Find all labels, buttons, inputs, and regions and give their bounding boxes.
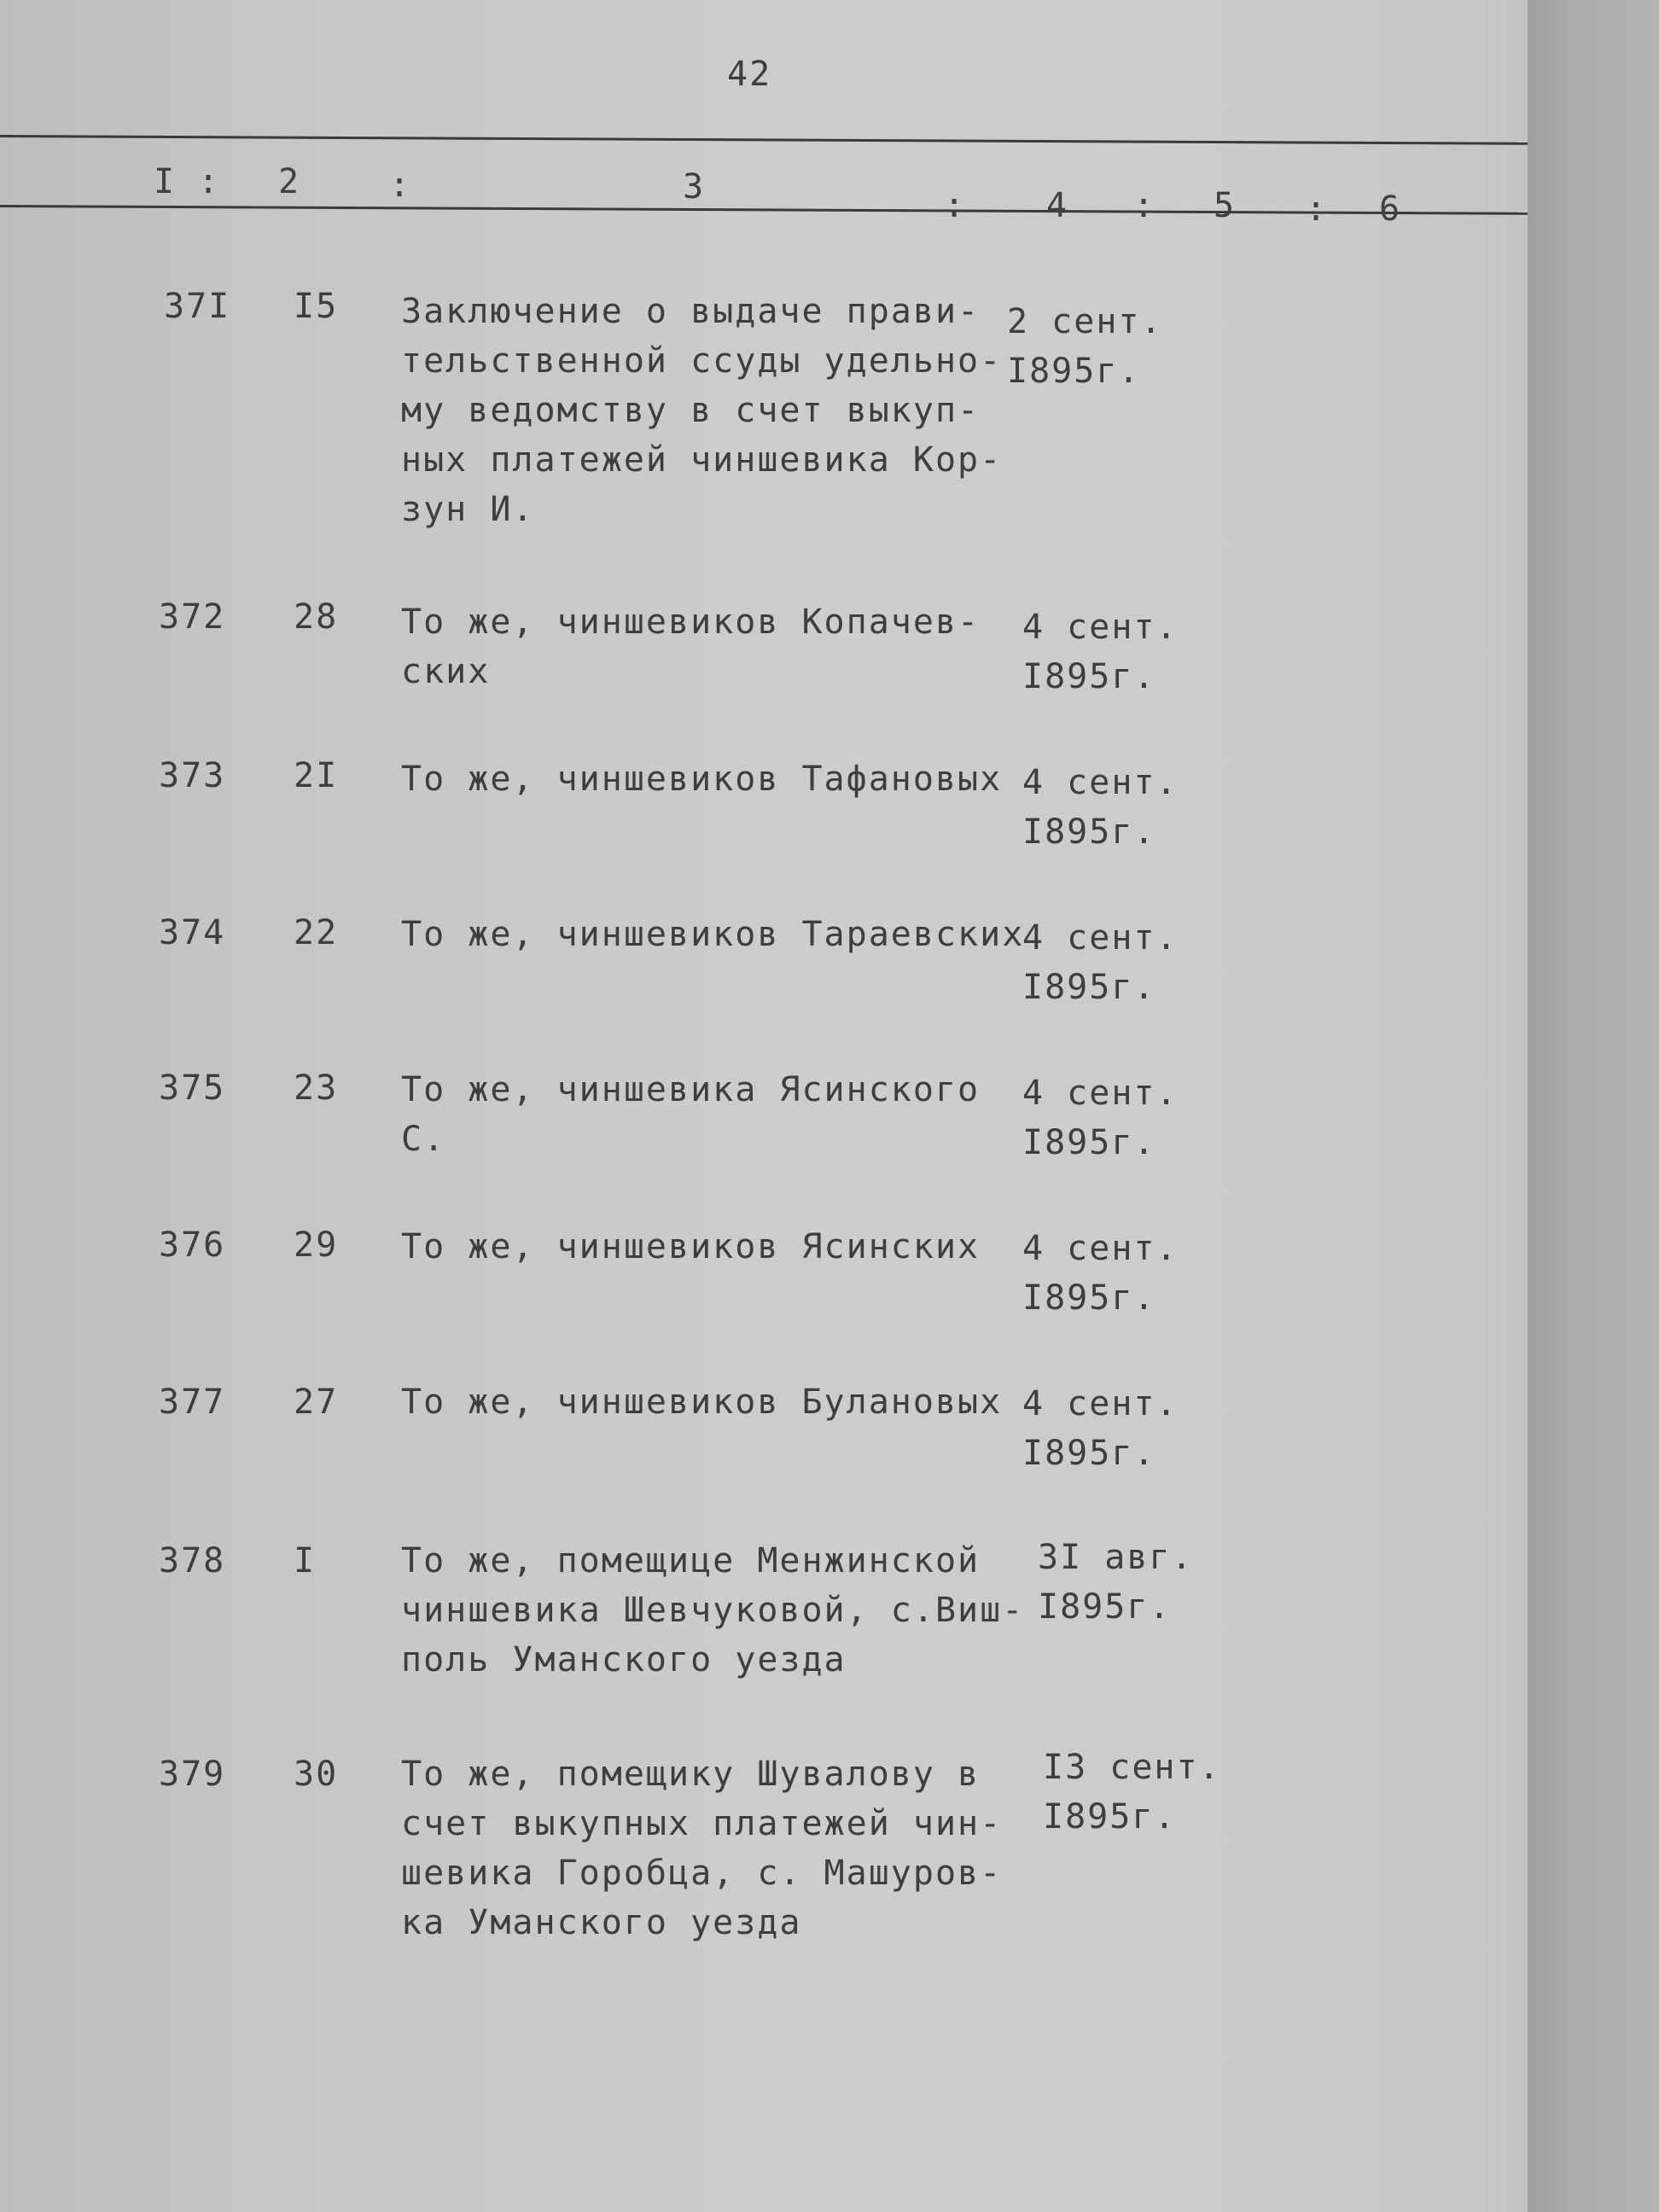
column-separator: : — [1306, 189, 1327, 229]
column-header-1: I — [154, 162, 175, 201]
record-number: 376 — [159, 1225, 226, 1265]
sheet-number: 28 — [294, 597, 339, 637]
record-description: То же, чиншевиков Булановых — [401, 1382, 1003, 1422]
record-number: 373 — [159, 756, 226, 795]
scan-edge-shadow — [1528, 0, 1659, 2212]
record-description: То же, чиншевиков Тафановых — [401, 760, 1003, 799]
column-separator: : — [1133, 186, 1155, 225]
record-number: 375 — [159, 1068, 226, 1108]
column-header-3: 3 — [683, 167, 704, 207]
record-description: То же, чиншевиков Ясинских — [401, 1227, 981, 1266]
column-header-4: 4 — [1046, 186, 1068, 225]
column-separator: : — [389, 166, 410, 205]
sheet-number: 27 — [294, 1382, 339, 1422]
column-header-2: 2 — [278, 162, 300, 201]
record-date: 2 сент. I895г. — [1007, 302, 1163, 391]
record-date: 4 сент. I895г. — [1022, 1074, 1179, 1162]
sheet-number: 23 — [294, 1068, 339, 1108]
sheet-number: I — [294, 1541, 317, 1580]
record-description: То же, помещику Шувалову в счет выкупных платежей чин- шевика Горобца, с. Машуров- ка Уманского уезда — [401, 1755, 1003, 1942]
sheet-number: 22 — [294, 913, 339, 952]
record-date: I3 сент. I895г. — [1043, 1748, 1221, 1837]
record-description: То же, помещице Менжинской чиншевика Шевчуковой, с.Виш- поль Уманского уезда — [401, 1541, 1025, 1679]
page-number: 42 — [727, 55, 772, 94]
column-header-5: 5 — [1214, 186, 1235, 225]
column-separator: : — [944, 186, 965, 225]
record-date: 3I авг. I895г. — [1038, 1538, 1194, 1627]
column-separator: : — [198, 162, 219, 201]
record-date: 4 сент. I895г. — [1022, 608, 1179, 696]
record-date: 4 сент. I895г. — [1022, 1229, 1179, 1318]
sheet-number: 30 — [294, 1755, 339, 1794]
record-description: То же, чиншевиков Тараевских — [401, 915, 1025, 954]
record-description: То же, чиншевика Ясинского С. — [401, 1070, 981, 1159]
record-date: 4 сент. I895г. — [1022, 918, 1179, 1007]
record-number: 378 — [159, 1541, 226, 1580]
record-description: То же, чиншевиков Копачев- ских — [401, 602, 981, 691]
record-number: 374 — [159, 913, 226, 952]
record-number: 377 — [159, 1382, 226, 1422]
sheet-number: 2I — [294, 756, 339, 795]
record-number: 372 — [159, 597, 226, 637]
sheet-number: 29 — [294, 1225, 339, 1265]
record-date: 4 сент. I895г. — [1022, 1384, 1179, 1473]
sheet-number: I5 — [294, 287, 339, 326]
column-header-6: 6 — [1379, 189, 1400, 229]
record-number: 37I — [164, 287, 231, 326]
record-number: 379 — [159, 1755, 226, 1794]
record-date: 4 сент. I895г. — [1022, 763, 1179, 852]
record-description: Заключение о выдаче прави- тельственной ссуды удельно- му ведомству в счет выкуп- ных платежей чиншевика Кор- зун И. — [401, 292, 1003, 529]
